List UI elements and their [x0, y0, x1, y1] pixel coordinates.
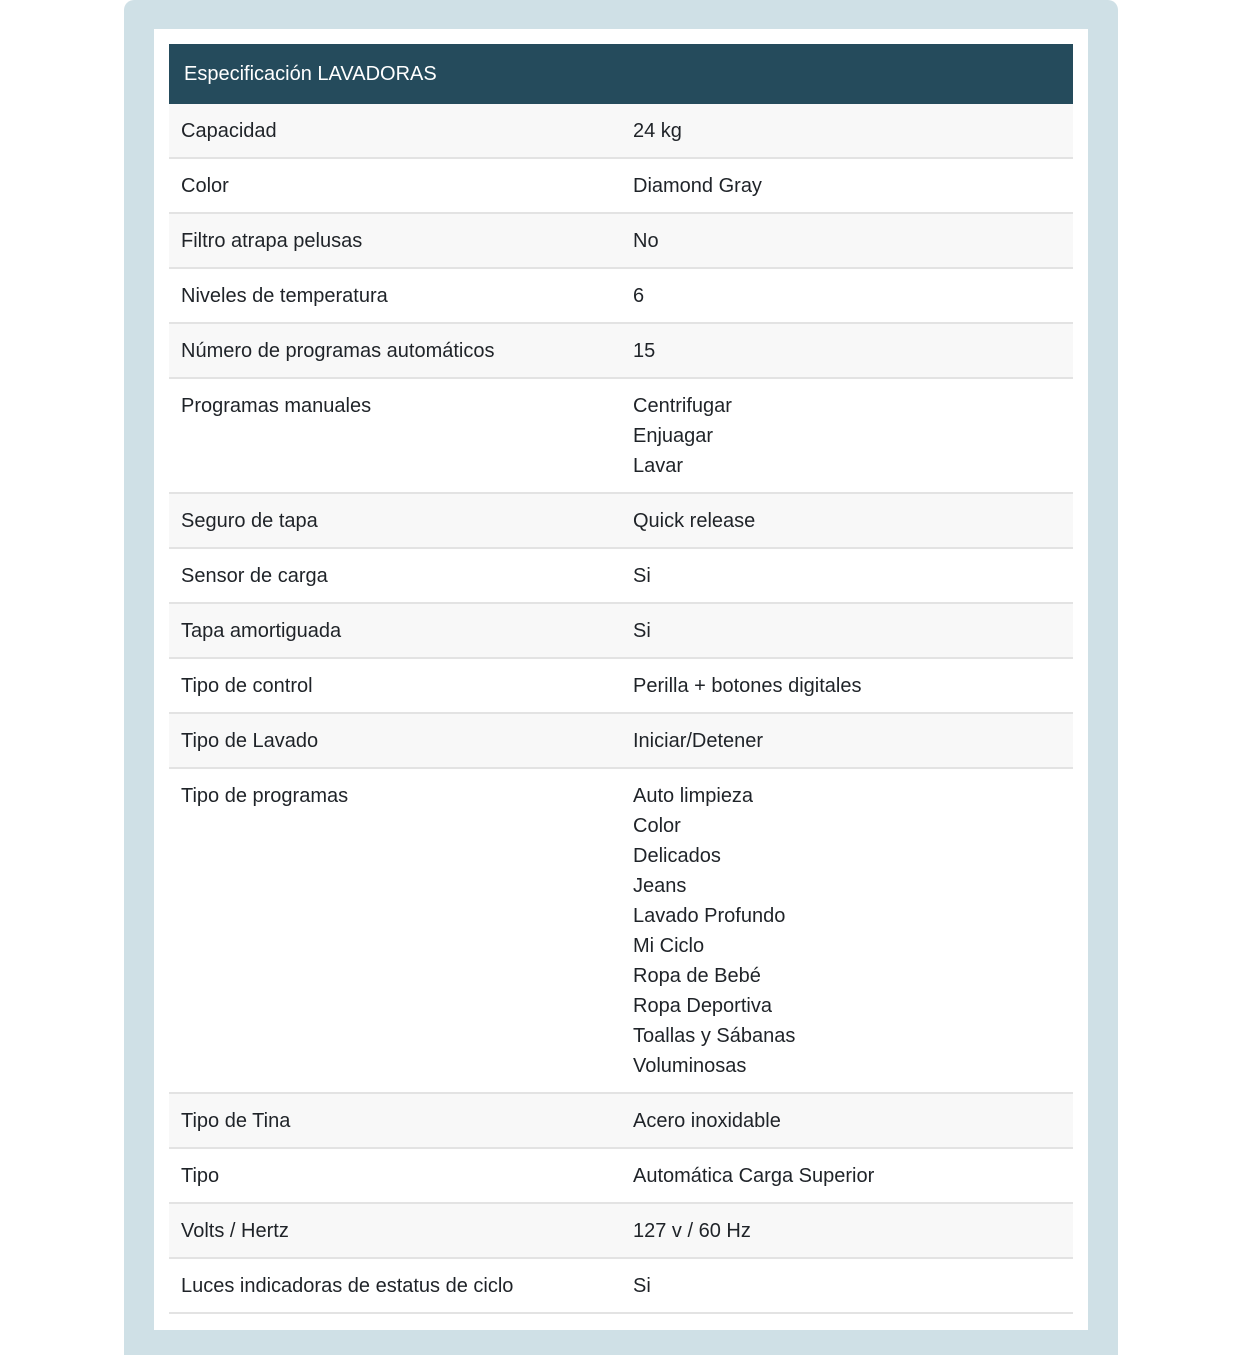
- table-row: [169, 214, 1073, 269]
- spec-value-line: Mi Ciclo: [633, 935, 705, 957]
- spec-value-line: Diamond Gray: [633, 175, 762, 197]
- spec-label: Tapa amortiguada: [181, 620, 342, 642]
- spec-value-line: Ropa de Bebé: [633, 965, 761, 987]
- spec-value: [621, 1204, 1073, 1257]
- spec-label: Seguro de tapa: [181, 510, 318, 532]
- spec-label: Tipo de Tina: [181, 1110, 291, 1132]
- spec-value-line: Si: [633, 620, 651, 642]
- spec-value: [621, 104, 1073, 157]
- spec-value: [621, 1259, 1073, 1312]
- spec-value-line: Iniciar/Detener: [633, 730, 764, 752]
- spec-label: Tipo: [181, 1165, 220, 1187]
- spec-table-title: Especificación LAVADORAS: [184, 62, 437, 85]
- spec-value-line: Delicados: [633, 845, 721, 867]
- spec-label: Número de programas automáticos: [181, 340, 495, 362]
- table-row: [169, 1149, 1073, 1204]
- spec-value: [621, 714, 1073, 767]
- spec-value-line: 24 kg: [633, 120, 682, 142]
- spec-value-line: Centrifugar: [633, 395, 732, 417]
- spec-label: Tipo de Lavado: [181, 730, 319, 752]
- spec-label: Tipo de programas: [181, 785, 349, 807]
- spec-value-line: Toallas y Sábanas: [633, 1025, 796, 1047]
- spec-value-line: 127 v / 60 Hz: [633, 1220, 751, 1242]
- table-row: [169, 1204, 1073, 1259]
- spec-value-line: Color: [633, 815, 681, 837]
- spec-value: [621, 269, 1073, 322]
- spec-label: Filtro atrapa pelusas: [181, 230, 363, 252]
- spec-label: Programas manuales: [181, 395, 372, 417]
- spec-value-line: Si: [633, 1275, 651, 1297]
- spec-value-line: Quick release: [633, 510, 756, 532]
- spec-label: Niveles de temperatura: [181, 285, 388, 307]
- table-row: [169, 549, 1073, 604]
- table-row: [169, 714, 1073, 769]
- spec-value: [621, 494, 1073, 547]
- spec-table: [169, 44, 1073, 1314]
- spec-label: Sensor de carga: [181, 565, 328, 587]
- table-row: [169, 494, 1073, 549]
- spec-value: [621, 769, 1073, 1092]
- table-row: [169, 269, 1073, 324]
- spec-value: [621, 1094, 1073, 1147]
- table-row: [169, 159, 1073, 214]
- spec-value-line: Jeans: [633, 875, 687, 897]
- table-row: [169, 769, 1073, 1094]
- table-row: [169, 379, 1073, 494]
- spec-value-line: Enjuagar: [633, 425, 714, 447]
- table-row: [169, 604, 1073, 659]
- spec-label: Capacidad: [181, 120, 277, 142]
- spec-label: Color: [181, 175, 229, 197]
- spec-value-line: Acero inoxidable: [633, 1110, 781, 1132]
- spec-value-line: Auto limpieza: [633, 785, 754, 807]
- spec-table-body: [169, 104, 1073, 1314]
- spec-value: [621, 659, 1073, 712]
- table-row: [169, 324, 1073, 379]
- spec-value: [621, 159, 1073, 212]
- spec-table-header: [169, 44, 1073, 104]
- spec-value-line: Perilla + botones digitales: [633, 675, 862, 697]
- table-row: [169, 1259, 1073, 1314]
- table-row: [169, 659, 1073, 714]
- spec-value: [621, 379, 1073, 492]
- spec-label: Volts / Hertz: [181, 1220, 289, 1242]
- spec-value: [621, 214, 1073, 267]
- spec-label: Tipo de control: [181, 675, 313, 697]
- spec-value-line: 15: [633, 340, 656, 362]
- spec-value: [621, 549, 1073, 602]
- spec-value-line: Lavado Profundo: [633, 905, 786, 927]
- spec-value-line: Voluminosas: [633, 1055, 747, 1077]
- spec-value-line: Ropa Deportiva: [633, 995, 772, 1017]
- spec-value: [621, 324, 1073, 377]
- spec-label: Luces indicadoras de estatus de ciclo: [181, 1275, 514, 1297]
- table-row: [169, 104, 1073, 159]
- spec-value-line: No: [633, 230, 659, 252]
- spec-value-line: Lavar: [633, 455, 684, 477]
- table-row: [169, 1094, 1073, 1149]
- spec-value: [621, 1149, 1073, 1202]
- spec-value: [621, 604, 1073, 657]
- spec-value-line: Si: [633, 565, 651, 587]
- spec-value-line: 6: [633, 285, 645, 307]
- spec-value-line: Automática Carga Superior: [633, 1165, 875, 1187]
